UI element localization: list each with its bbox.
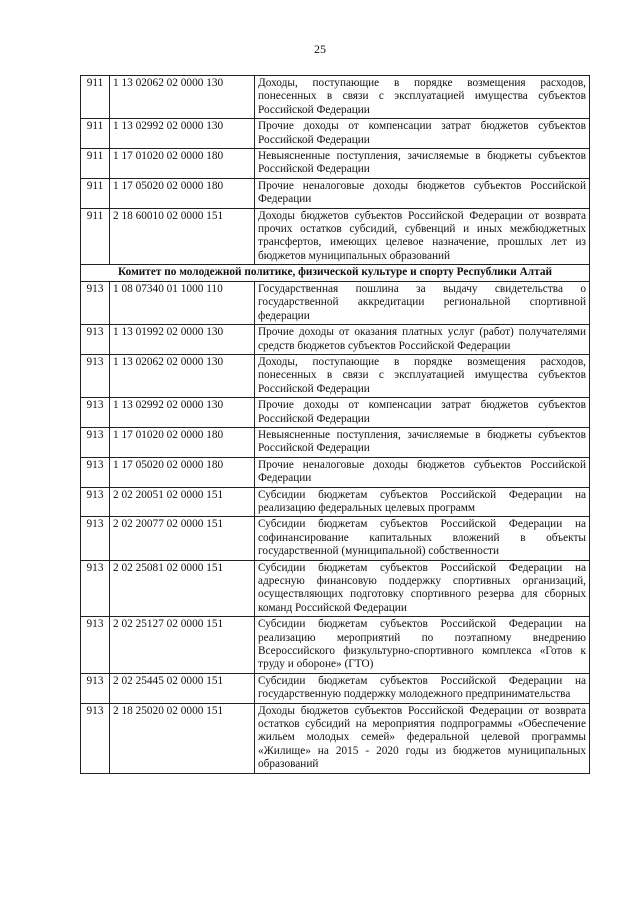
revenue-code-cell: 2 02 20051 02 0000 151	[110, 487, 255, 517]
revenue-code-cell: 2 02 25081 02 0000 151	[110, 560, 255, 617]
table-row	[81, 119, 590, 149]
revenue-code-cell: 1 13 02992 02 0000 130	[110, 398, 255, 428]
table-row	[81, 457, 590, 487]
revenue-code-cell: 1 17 01020 02 0000 180	[110, 427, 255, 457]
admin-code-cell: 913	[81, 354, 110, 397]
revenue-name-cell: Прочие неналоговые доходы бюджетов субъектов Российской Федерации	[255, 457, 590, 487]
table-row	[81, 703, 590, 773]
admin-code-cell: 913	[81, 427, 110, 457]
revenue-code-cell: 1 08 07340 01 1000 110	[110, 281, 255, 324]
table-row	[81, 178, 590, 208]
revenue-name-cell: Субсидии бюджетам субъектов Российской Федерации на софинансирование капитальных вложений в объекты государственной (муниципальной) собственности	[255, 517, 590, 560]
table-row	[81, 281, 590, 324]
admin-code-cell: 913	[81, 673, 110, 703]
revenue-code-cell: 2 18 60010 02 0000 151	[110, 208, 255, 265]
table-row	[81, 325, 590, 355]
revenue-name-cell: Субсидии бюджетам субъектов Российской Федерации на реализацию мероприятий по поэтапному внедрению Всероссийского физкультурно-спортивного комплекса «Готов к труду и обороне» (ГТО)	[255, 617, 590, 674]
table-row	[81, 149, 590, 179]
revenue-code-cell: 1 17 01020 02 0000 180	[110, 149, 255, 179]
admin-code-cell: 911	[81, 178, 110, 208]
revenue-name-cell: Невыясненные поступления, зачисляемые в бюджеты субъектов Российской Федерации	[255, 149, 590, 179]
revenue-name-cell: Субсидии бюджетам субъектов Российской Федерации на государственную поддержку молодежного предпринимательства	[255, 673, 590, 703]
section-title: Комитет по молодежной политике, физической культуре и спорту Республики Алтай	[81, 265, 590, 282]
admin-code-cell: 911	[81, 208, 110, 265]
revenue-name-cell: Доходы, поступающие в порядке возмещения расходов, понесенных в связи с эксплуатацией имущества субъектов Российской Федерации	[255, 76, 590, 119]
revenue-code-cell: 1 17 05020 02 0000 180	[110, 178, 255, 208]
revenue-code-cell: 2 18 25020 02 0000 151	[110, 703, 255, 773]
admin-code-cell: 913	[81, 325, 110, 355]
table-row	[81, 398, 590, 428]
table-row	[81, 673, 590, 703]
admin-code-cell: 913	[81, 281, 110, 324]
revenue-name-cell: Доходы, поступающие в порядке возмещения расходов, понесенных в связи с эксплуатацией имущества субъектов Российской Федерации	[255, 354, 590, 397]
admin-code-cell: 913	[81, 617, 110, 674]
revenue-code-cell: 2 02 25127 02 0000 151	[110, 617, 255, 674]
table-body	[81, 76, 590, 774]
revenue-codes-table	[80, 75, 590, 774]
admin-code-cell: 913	[81, 398, 110, 428]
revenue-name-cell: Невыясненные поступления, зачисляемые в бюджеты субъектов Российской Федерации	[255, 427, 590, 457]
admin-code-cell: 911	[81, 76, 110, 119]
revenue-code-cell: 1 13 01992 02 0000 130	[110, 325, 255, 355]
table-row	[81, 354, 590, 397]
table-row	[81, 517, 590, 560]
revenue-code-cell: 1 13 02062 02 0000 130	[110, 354, 255, 397]
table-row	[81, 560, 590, 617]
table-row	[81, 427, 590, 457]
admin-code-cell: 911	[81, 119, 110, 149]
admin-code-cell: 911	[81, 149, 110, 179]
revenue-name-cell: Прочие доходы от компенсации затрат бюджетов субъектов Российской Федерации	[255, 119, 590, 149]
admin-code-cell: 913	[81, 560, 110, 617]
revenue-name-cell: Доходы бюджетов субъектов Российской Федерации от возврата остатков субсидий на мероприятия подпрограммы «Обеспечение жильем молодых семей» федеральной целевой программы «Жилище» на 2015 - 2020 годы из бюджетов муниципальных образований	[255, 703, 590, 773]
admin-code-cell: 913	[81, 517, 110, 560]
revenue-name-cell: Субсидии бюджетам субъектов Российской Федерации на реализацию федеральных целевых программ	[255, 487, 590, 517]
table-row	[81, 208, 590, 265]
revenue-name-cell: Субсидии бюджетам субъектов Российской Федерации на адресную финансовую поддержку спортивных организаций, осуществляющих подготовку спортивного резерва для сборных команд Российской Федерации	[255, 560, 590, 617]
table-row	[81, 617, 590, 674]
admin-code-cell: 913	[81, 487, 110, 517]
revenue-code-cell: 1 17 05020 02 0000 180	[110, 457, 255, 487]
section-header-row	[81, 265, 590, 282]
revenue-name-cell: Прочие неналоговые доходы бюджетов субъектов Российской Федерации	[255, 178, 590, 208]
revenue-name-cell: Доходы бюджетов субъектов Российской Федерации от возврата прочих остатков субсидий, субвенций и иных межбюджетных трансфертов, имеющих целевое назначение, прошлых лет из бюджетов муниципальных образований	[255, 208, 590, 265]
revenue-code-cell: 2 02 20077 02 0000 151	[110, 517, 255, 560]
admin-code-cell: 913	[81, 703, 110, 773]
revenue-name-cell: Прочие доходы от оказания платных услуг (работ) получателями средств бюджетов субъектов Российской Федерации	[255, 325, 590, 355]
revenue-code-cell: 1 13 02992 02 0000 130	[110, 119, 255, 149]
table-row	[81, 76, 590, 119]
revenue-code-cell: 1 13 02062 02 0000 130	[110, 76, 255, 119]
revenue-code-cell: 2 02 25445 02 0000 151	[110, 673, 255, 703]
revenue-name-cell: Государственная пошлина за выдачу свидетельства о государственной аккредитации региональной спортивной федерации	[255, 281, 590, 324]
admin-code-cell: 913	[81, 457, 110, 487]
revenue-name-cell: Прочие доходы от компенсации затрат бюджетов субъектов Российской Федерации	[255, 398, 590, 428]
page-number: 25	[314, 42, 326, 56]
table-row	[81, 487, 590, 517]
